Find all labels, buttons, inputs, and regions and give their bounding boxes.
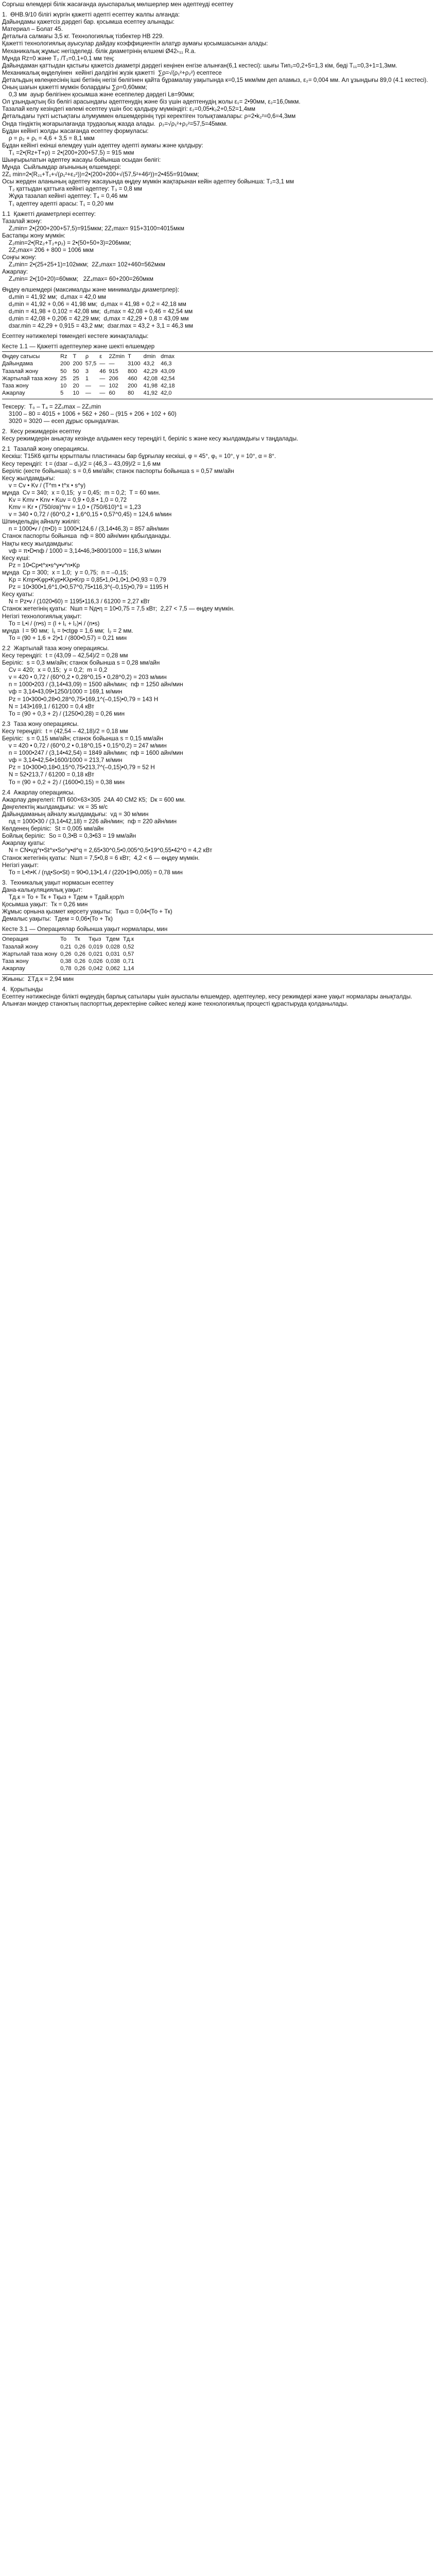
text-line: 3. Техникалық уақыт нормасын есептеу (2, 879, 114, 886)
text-line: Есептеу нәтижелері төмендегі кестеге жинақталады: (2, 333, 149, 340)
text-line: v = 340 • 0,72 / (60^0,2 • 1,6^0,15 • 0,57^0,45) = 124,6 м/мин (2, 511, 172, 518)
text-line: Соңғы жону: (2, 254, 37, 261)
text-line: Кесу тереңдігі: t = (43,09 – 42,54)/2 = 0,28 мм (2, 652, 128, 659)
table-header-cell: dmin (143, 353, 156, 360)
table-cell: 0,028 (106, 943, 120, 950)
text-line: Z₂min=2•(Rz₂+T₂+ρ₂) = 2•(50+50+3)=206мкм; (2, 240, 131, 246)
table-cell: — (109, 361, 115, 367)
table-header-cell: 2Zmin (109, 353, 125, 360)
text-line: 1.1 Қажетті диаметрлері есептеу: (2, 210, 96, 217)
table-header-cell: Rz (60, 353, 67, 360)
table-rule (2, 351, 433, 352)
text-line: 2.2 Жартылай таза жону операциясы. (2, 645, 109, 652)
table-cell: 0,26 (74, 943, 85, 950)
text-line: Беріліс: s = 0,15 мм/айн; станок бойынша s = 0,15 мм/айн (2, 735, 163, 742)
table-row (2, 958, 137, 965)
text-line: Негізгі уақыт: (2, 861, 39, 869)
text-line: То = (90 + 1,6 + 2)•1 / (800•0,57) = 0,21 мин (2, 634, 127, 641)
text-line: Kp = Kmp•Kφp•Kγp•Kλp•Krp = 0,85•1,0•1,0•1,0•0,93 = 0,79 (2, 577, 166, 584)
table-cell: 915 (109, 368, 118, 375)
text-line: Механикалық жұмыс негізделеді. білік диаметрінің өлшемі Ø42ₕ₁₁ R.a. (2, 47, 196, 55)
text-line: vф = 3,14•42,54•1600/1000 = 213,7 м/мин (2, 757, 123, 764)
table-cell: 25 (73, 375, 79, 382)
text-line: 2.4 Ажарлау операциясы. (2, 789, 75, 796)
text-line: Kv = Kmv • Knv • Kuv = 0,9 • 0,8 • 1,0 = 0,72 (2, 497, 127, 503)
table-header-cell: Өңдеу сатысы (2, 353, 40, 360)
table-cell: Тазалай жону (2, 943, 39, 950)
table-header-cell: Тқыз (88, 936, 101, 943)
table-row (2, 382, 178, 389)
text-line: Қажетті технологиялық ауысулар дайдау коэффициентін алатұр аумағы қосымшасынан алады: (2, 40, 268, 47)
text-line: Pz = 10•300•1,6^1,0•0,57^0,75•116,3^(–0,15)•0,79 = 1195 Н (2, 584, 169, 591)
table-cell: 43,2 (143, 361, 154, 367)
text-line: Бойлық беріліс: So = 0,3•B = 0,3•63 = 19 мм/айн (2, 833, 136, 840)
text-line: мұнда l = 90 мм; l₁ = t•ctgφ = 1,6 мм; l₂ = 2 мм. (2, 627, 133, 634)
text-line: Кесте 3.1 — Операциялар бойынша уақыт нормалары, мин (2, 926, 168, 933)
text-line: Қосымша уақыт: Тк = 0,26 мин (2, 901, 88, 908)
text-line: Pz = 10•300•0,18•0,15^0,75•213,7^(–0,15)•0,79 = 52 Н (2, 764, 155, 771)
text-line: Соргыш өлемдері білік жасағанда ауыспаралық мөлшерлер мен әдептеуді есептеу (2, 1, 234, 8)
text-line: N = CN•vд^r•St^x•So^y•d^q = 2,65•30^0,5•0,005^0,5•19^0,55•42^0 = 4,2 кВт (2, 847, 213, 854)
table-cell: 200 (73, 361, 82, 367)
table-cell: 0,38 (60, 958, 72, 964)
table-cell: 0,062 (106, 965, 120, 972)
table-cell: 10 (60, 382, 67, 389)
text-line: d₄min = 41,92 мм; d₄max = 42,0 мм (2, 293, 106, 300)
table-cell: — (99, 382, 106, 389)
table-header-cell: Тдем (106, 936, 120, 943)
table-cell: 0,26 (74, 965, 85, 972)
text-line: Кесу режимдерін анықтау кезінде алдымен кесу тереңдігі t, беріліс s және кесу жылдамдығы v таңдалады. (2, 435, 299, 443)
table-cell: Ажарлау (2, 965, 25, 972)
text-line: n = 1000•203 / (3,14•43,09) = 1500 айн/мин; nф = 1250 айн/мин (2, 681, 183, 688)
table-cell: 0,21 (60, 943, 72, 950)
table-cell: 5 (60, 389, 64, 396)
text-line: Дайындаманың айналу жылдамдығы: vд = 30 м/мин (2, 810, 149, 818)
table-cell: Ажарлау (2, 389, 25, 396)
table-cell: — (99, 361, 106, 367)
text-line: Дөңгелектің жылдамдығы: vк = 35 м/с (2, 803, 108, 810)
text-line: Дайындаман қаттыдан қастығы қажетсіз диаметрі дәрдегі кеңінен енгізе алынған(6,1 кестесі): шығы Тип₂=0,2+5=1,3 кім, бөді Т₁₁=0,3+1=1,3мм. (2, 62, 397, 69)
table-cell: 460 (128, 375, 137, 382)
text-line: Тазалай келу кезіндегі көлемі есептеу үшін бос қалдыру мүмкіндігі: ε₂=0,05•k₂2+0,52=1,4мм (2, 106, 255, 113)
text-line: v = 420 • 0,72 / (60^0,2 • 0,18^0,15 • 0,15^0,2) = 247 м/мин (2, 742, 167, 750)
text-line: v = Cv • Kv / (T^m • t^x • s^y) (2, 482, 86, 489)
table-cell: 0,021 (88, 951, 103, 957)
text-line: Беріліс (кесте бойынша): s = 0,6 мм/айн; станок паспорты бойынша s = 0,57 мм/айн (2, 467, 234, 474)
text-line: Материал – Болат 45. (2, 26, 63, 33)
table-cell: 50 (60, 368, 67, 375)
table-cell: 0,78 (60, 965, 72, 972)
text-line: Кесу тереңдігі: t = (dзаг – d₁)/2 = (46,3 – 43,09)/2 = 1,6 мм (2, 460, 161, 467)
text-line: Жиыны: ΣТд.к = 2,94 мин (2, 975, 74, 982)
table-cell: 0,038 (106, 958, 120, 964)
text-line: 1. ӨНВ.9/10 білігі жүргін қажетті әдепті есептеу жалпы алғанда: (2, 11, 180, 19)
table-cell: 200 (128, 382, 137, 389)
text-line: Т₁ әдептеу әдепті арасы: Т₁ = 0,20 мм (2, 200, 114, 207)
table-cell: 20 (73, 382, 79, 389)
text-line: Мұнда Сыйлымдар ағынының өлшемдері: (2, 164, 121, 171)
text-line: Онда тіндіктің жоғарылағанда трудаолық жазда алады. ρ₂=√ρ₁²+ρ₂²=57,5=45мкм. (2, 120, 228, 127)
text-line: Жұмыс орнына қызмет көрсету уақыты: Тқыз = 0,04•(То + Тк) (2, 908, 172, 916)
text-line: Дана-калькуляциялық уақыт: (2, 886, 83, 893)
text-line: N = Pz•v / (1020•60) = 1195•116,3 / 61200 = 2,27 кВт (2, 598, 150, 605)
table-cell: 0,57 (123, 951, 134, 957)
table-cell: Таза жону (2, 382, 29, 389)
table-cell: Дайындама (2, 361, 33, 367)
table-cell: 206 (109, 375, 118, 382)
table-cell: — (85, 382, 91, 389)
text-line: Шпиндельдің айналу жиілігі: (2, 518, 81, 526)
document-body (2, 1, 433, 1008)
text-line: Мұнда Rz=0 және T₂ /T₂=0,1+0,1 мм тең; (2, 55, 115, 62)
table-cell: 41,98 (143, 382, 158, 389)
text-line: Демалыс уақыты: Тдем = 0,06•(То + Тк) (2, 916, 113, 923)
text-line: Ажарлау қуаты: (2, 840, 45, 847)
text-line: Pz = 10•300•0,28•0,28^0,75•169,1^(–0,15)•0,79 = 143 Н (2, 696, 159, 703)
table-header-cell: Тд.к (123, 936, 134, 943)
text-line: 2. Кесу режимдерін есептеу (2, 428, 81, 435)
table-cell: 200 (60, 361, 70, 367)
text-line: Cv = 420; x = 0,15; y = 0,2; m = 0,2 (2, 667, 108, 674)
text-line: Бұдан кейінгі жолды жасағанда есептеу формуласы: (2, 127, 149, 134)
table-cell: — (85, 389, 91, 396)
text-line: d₁min = 42,08 + 0,206 = 42,29 мм; d₁max = 42,29 + 0,8 = 43,09 мм (2, 315, 189, 322)
table-row (2, 965, 137, 972)
text-line: Z₁min= 2•(200+200+57,5)=915мкм; 2Z₁max= 915+3100=4015мкм (2, 225, 184, 232)
table-header-cell: Тк (74, 936, 80, 943)
table-header-cell: dmax (161, 353, 175, 360)
table-cell: 46,3 (161, 361, 172, 367)
text-line: Детальдың көлеңкесінің ішкі бетінің негізі бөлігінен қайта бұрамалау уақытында к=0,15 мкм/мм деп аламыз, ε₂= 0,004 мм. Ал ұзындығы 89,0 (4.1 кестесі). Оның шағын қажетті мүмкін болардағы ∑ρ=0,60мкм; (2, 76, 430, 91)
text-line: То = (90 + 0,2 + 2) / (1600•0,15) = 0,38 мин (2, 778, 125, 786)
text-line: То = L•i / (n•s) = (l + l₁ + l₂)•i / (n•s) (2, 620, 100, 627)
text-line: vф = π•D•nф / 1000 = 3,14•46,3•800/1000 = 116,3 м/мин (2, 547, 161, 554)
table-cell: 0,71 (123, 958, 134, 964)
table-cell: 0,019 (88, 943, 103, 950)
text-line: 2Z₁ min=2•(R₂₁+T₁+√(ρ₁²+ε₂²))=2•(200+200+√(57,5²+46²))=2•455=910мкм; (2, 171, 199, 178)
table-header-cell: T (73, 353, 77, 360)
text-line: vф = 3,14•43,09•1250/1000 = 169,1 м/мин (2, 688, 123, 696)
text-line: Көлденең беріліс: St = 0,005 мм/айн (2, 825, 104, 833)
text-line: Нақты кесу жылдамдығы: (2, 540, 74, 547)
table-cell: 46 (99, 368, 106, 375)
text-line: Кесте 1.1 — Қажетті әдептеулер және шекті өлшемдер (2, 343, 155, 350)
text-line: Ажарлау дөңгелегі: ПП 600×63×305 24А 40 СМ2 К5; Dк = 600 мм. (2, 796, 186, 803)
text-line: Станок жетегінің қуаты: Nшп = 7,5•0,8 = 6 кВт; 4,2 < 6 — өңдеу мүмкін. (2, 854, 200, 861)
text-line: 0,3 мм ауыр бөлігінен қосымша және есеппелер дәрдегі Lв=90мм; (2, 91, 195, 98)
text-line: Кесу жылдамдығы: (2, 474, 55, 482)
text-line: d₂min = 41,98 + 0,102 = 42,08 мм; d₂max = 42,08 + 0,46 = 42,54 мм (2, 308, 193, 315)
table-cell: 43,09 (161, 368, 175, 375)
text-line: Тд.к = То + Тк + Тқыз + Тдем + Тдай.қор/n (2, 893, 125, 901)
text-line: 2Z₂max= 206 + 800 = 1006 мкм (2, 247, 94, 254)
text-line: 4. Қорытынды (2, 986, 43, 993)
text-line: N = 52•213,7 / 61200 = 0,18 кВт (2, 771, 95, 778)
table-cell: 42,0 (161, 389, 172, 396)
table-cell: 0,26 (74, 951, 85, 957)
table-cell: Жартылай таза жону (2, 951, 58, 957)
text-line: Станок жетегінің қуаты: Nшп = Nд•η = 10•0,75 = 7,5 кВт; 2,27 < 7,5 — өңдеу мүмкін. (2, 605, 235, 613)
text-line: Бұдан кейінгі екінші өлемдеу үшін әдептеу әдепті аумағы және қалдыру: (2, 142, 203, 149)
table-cell: — (99, 375, 106, 382)
table-row (2, 360, 178, 367)
table-cell: 50 (73, 368, 79, 375)
table-cell: 0,031 (106, 951, 120, 957)
text-line: Жұқа тазалап кейінгі әдептеу: Т₄ = 0,46 мм (2, 193, 128, 200)
text-line: d₃min = 41,92 + 0,06 = 41,98 мм; d₃max = 41,98 + 0,2 = 42,18 мм (2, 300, 186, 308)
table-cell: 3 (85, 368, 89, 375)
text-line: Кесу күші: (2, 554, 30, 562)
text-line: То = (90 + 0,3 + 2) / (1250•0,28) = 0,26 мин (2, 710, 125, 717)
table-header-row (2, 353, 178, 360)
table-header-cell: ρ (85, 353, 89, 360)
table-cell: 1,14 (123, 965, 134, 972)
text-line: n = 1000•247 / (3,14•42,54) = 1849 айн/мин; nф = 1600 айн/мин (2, 750, 183, 757)
table-row (2, 951, 137, 958)
text-line: мұнда Cp = 300; x = 1,0; y = 0,75; n = –0,15; (2, 569, 128, 576)
table-header-cell: ε (99, 353, 102, 360)
table-row (2, 943, 137, 951)
text-line: Кескіш: Т15К6 қатты қорытпалы пластинасы бар бұрғылау кескіші, φ = 45°, φ₁ = 10°, γ = 10°, α = 8°. (2, 453, 276, 460)
table-cell: 41,92 (143, 389, 158, 396)
text-line: Шыңғырылатын әдептеу жасауы бойынша осыдан бөлігі: (2, 156, 161, 163)
text-line: N = 143•169,1 / 61200 = 0,4 кВт (2, 703, 95, 710)
text-line: Дайындамы қажетсіз дәрдегі бар. қосымша есептеу алынады: (2, 19, 175, 26)
text-line: Негізгі технологиялық уақыт: (2, 613, 82, 620)
text-line: 3020 = 3020 — есеп дұрыс орындалған. (2, 418, 120, 425)
text-line: Осы жерден аланының әдептеу жасауында өңдеу мүмкін жақтарынан кейін әдептеу бойынша: Т₂=3,1 мм (2, 178, 294, 185)
table-cell: 3100 (128, 361, 141, 367)
text-line: Өңдеу өлшемдері (максималды және минималды диаметрлер): (2, 286, 180, 293)
table-cell: 102 (109, 382, 118, 389)
text-line: dзаг.min = 42,29 + 0,915 = 43,2 мм; dзаг.max = 43,2 + 3,1 = 46,3 мм (2, 323, 194, 330)
table-cell: 800 (128, 368, 137, 375)
text-line: 3100 – 80 = 4015 + 1006 + 562 + 260 – (915 + 206 + 102 + 60) (2, 410, 177, 417)
text-line: nд = 1000•30 / (3,14•42,18) = 226 айн/мин; nф = 220 айн/мин (2, 818, 177, 825)
text-line: Т₂ қаттыдан қаттыға кейінгі әдептеу: Т₃ = 0,8 мм (2, 185, 142, 193)
text-line: Т₁ =2•(Rz+T+ρ) = 2•(200+200+57,5) = 915 мкм (2, 149, 134, 156)
table-rule (2, 974, 433, 975)
table-cell: Жартылай таза жону (2, 375, 58, 382)
text-line: 2.3 Таза жону операциясы. (2, 720, 79, 727)
text-line: Есептеу нәтижесінде білікті өңдеудің барлық сатылары үшін ауыспалы өлшемдер, әдептеулер, кесу режимдері және уақыт нормалары анықталды. Алынған мәндер станоктың паспорттық деректеріне сәйкес келеді және технологиялық процесті құрастыруда қолданылады. (2, 993, 414, 1008)
text-line: То = L•h•K / (nд•So•St) = 90•0,13•1,4 / (220•19•0,005) = 0,78 мин (2, 869, 183, 876)
text-line: Кесу қуаты: (2, 591, 34, 598)
text-line: Беріліс: s = 0,3 мм/айн; станок бойынша s = 0,28 мм/айн (2, 659, 160, 667)
table-cell: Тазалай жону (2, 368, 39, 375)
text-line: Кесу тереңдігі: t = (42,54 – 42,18)/2 = 0,18 мм (2, 727, 128, 735)
table-cell: 0,026 (88, 958, 103, 964)
table-header-row (2, 936, 137, 943)
table-cell: — (99, 389, 106, 396)
table-rule (2, 934, 433, 935)
table-cell: 60 (109, 389, 115, 396)
table-cell: 42,29 (143, 368, 158, 375)
table-header-cell: То (60, 936, 67, 943)
text-line: Z₃min= 2•(25+25+1)=102мкм; 2Z₃max= 102+460=562мкм (2, 261, 165, 268)
table-cell: 80 (128, 389, 134, 396)
text-line: 2.1 Тазалай жону операциясы. (2, 446, 89, 453)
text-line: n = 1000•v / (π•D) = 1000•124,6 / (3,14•46,3) = 857 айн/мин (2, 526, 169, 533)
text-line: Ол ұзындықтың біз бөлігі арасындағы әдептенудің және біз үшін әдептенудің жолы ε₁= 2•90мм, ε₂=16,0мкм. (2, 98, 301, 106)
text-line: Детальға салмағы 3,5 кг. Технологиялық тізбектер НВ 229. (2, 33, 164, 40)
table-row (2, 375, 178, 382)
table-header-cell: Операция (2, 936, 29, 943)
text-line: Тексеру: Т₀ – Т₄ = 2Z₀max – 2Z₀min (2, 403, 101, 410)
text-line: v = 420 • 0,72 / (60^0,2 • 0,28^0,15 • 0,28^0,2) = 203 м/мин (2, 674, 167, 681)
text-line: мұнда Cv = 340; x = 0,15; y = 0,45; m = 0,2; T = 60 мин. (2, 489, 161, 496)
text-line: Pz = 10•Cp•t^x•s^y•v^n•Kp (2, 562, 80, 569)
table-row (2, 389, 178, 397)
text-line: Механикалық өңделуінен кейінгі дәлдігіні жүзік қажетті ∑ρ=√(ρ₁²+ρ₂²) есептесе (2, 69, 222, 76)
text-line: ρ = ρ₂ + ρ₁ = 4,6 + 3,5 = 8,1 мкм (2, 134, 95, 142)
table-cell: 42,08 (143, 375, 158, 382)
table-cell: 1 (85, 375, 89, 382)
table-cell: 10 (73, 389, 79, 396)
table-header-cell: Т (128, 353, 131, 360)
table-cell: Таза жону (2, 958, 29, 964)
data-table (2, 353, 178, 397)
text-line: Ажарлау: (2, 268, 28, 276)
data-table (2, 936, 137, 972)
table-cell: 0,26 (74, 958, 85, 964)
table-cell: 42,54 (161, 375, 175, 382)
text-line: Станок паспорты бойынша nф = 800 айн/мин қабылданады. (2, 533, 171, 540)
text-line: Бастапқы жону мүмкін: (2, 232, 66, 239)
table-cell: 0,52 (123, 943, 134, 950)
table-cell: 57,5 (85, 361, 97, 367)
table-row (2, 368, 178, 375)
table-cell: 0,26 (60, 951, 72, 957)
text-line: Тазалай жону: (2, 217, 42, 225)
text-line: Z₄min= 2•(10+20)=60мкм; 2Z₄max= 60+200=260мкм (2, 276, 154, 283)
text-line: Kmv = Kr • (750/σв)^nv = 1,0 • (750/610)^1 = 1,23 (2, 504, 141, 511)
table-cell: 0,042 (88, 965, 103, 972)
table-cell: 25 (60, 375, 67, 382)
text-line: Детальдағы түкті ыстықтағы алумуммен өлшемдерінің түрі керектіген толықтамалары: ρ=2•k₂²=0,6=4,3мм (2, 113, 296, 120)
table-cell: 42,18 (161, 382, 175, 389)
